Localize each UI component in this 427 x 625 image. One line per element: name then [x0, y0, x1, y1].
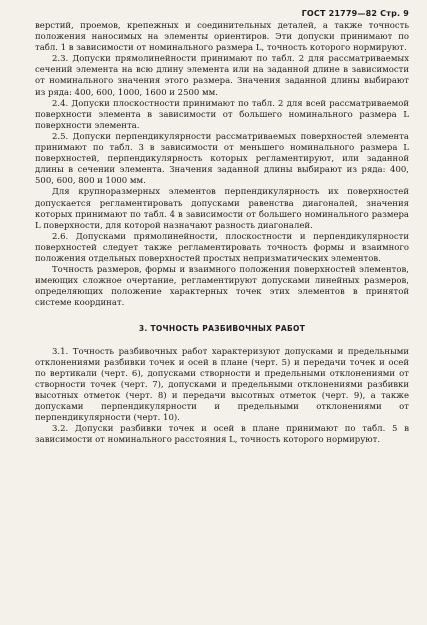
paragraph-2-6: 2.6. Допусками прямолинейности, плоскостности и перпендикулярности поверхностей следует также регламентировать точность формы и взаимного положения отдельных поверхностей простых непризматических элементов.	[35, 231, 409, 264]
paragraph-continuation: верстий, проемов, крепежных и соединительных деталей, а также точность положения наносимых на элементы ориентиров. Эти допуски принимают по табл. 1 в зависимости от номинального размера L, точность которого нормируют.	[35, 21, 409, 54]
paragraph-2-5: 2.5. Допуски перпендикулярности рассматриваемых поверхностей элемента принимают по табл. 3 в зависимости от меньшего номинального размера L поверхностей, перпендикулярность которых регламентируют, или заданной длины в сечении элемента. Значения заданной длины выбирают из ряда: 400, 500, 600, 800 и 1000 мм.	[35, 131, 409, 187]
document-body	[35, 21, 409, 446]
paragraph-3-1: 3.1. Точность разбивочных работ характеризуют допусками и предельными отклонениями разбивки точек и осей в плане (черт. 5) и передачи точек и осей по вертикали (черт. 6), допусками створности и предельными отклонениями от створности точек (черт. 7), допусками и предельными отклонениями разбивки высотных отметок (черт. 8) и передачи высотных отметок (черт. 9), а также допусками перпендикулярности и предельными отклонениями от перпендикулярности (черт. 10).	[35, 346, 409, 424]
section-title: 3. ТОЧНОСТЬ РАЗБИВОЧНЫХ РАБОТ	[138, 324, 306, 334]
page-number: Стр. 9	[380, 9, 409, 18]
paragraph-2-3: 2.3. Допуски прямолинейности принимают по табл. 2 для рассматриваемых сечений элемента на всю длину элемента или на заданной длине в зависимости от номинального значения этого размера. Значения заданной длины выбирают из ряда: 400, 600, 1000, 1600 и 2500 мм.	[35, 54, 409, 98]
paragraph-3-2: 3.2. Допуски разбивки точек и осей в плане принимают по табл. 5 в зависимости от номинального расстояния L, точность которого нормируют.	[35, 424, 409, 446]
paragraph-large-elements: Для крупноразмерных элементов перпендикулярность их поверхностей допускается регламентировать допусками равенства диагоналей, значения которых принимают по табл. 4 в зависимости от большего номинального размера L поверхности, для которой назначают разность диагоналей.	[35, 187, 409, 231]
paragraph-2-4: 2.4. Допуски плоскостности принимают по табл. 2 для всей рассматриваемой поверхности элемента в зависимости от большего номинального размера L поверхности элемента.	[35, 98, 409, 131]
paragraph-complex-shapes: Точность размеров, формы и взаимного положения поверхностей элементов, имеющих сложное очертание, регламентируют допусками линейных размеров, определяющих положение характерных точек этих элементов в принятой системе координат.	[35, 265, 409, 309]
standard-number: ГОСТ 21779—82	[301, 9, 378, 18]
page-header	[35, 7, 409, 21]
